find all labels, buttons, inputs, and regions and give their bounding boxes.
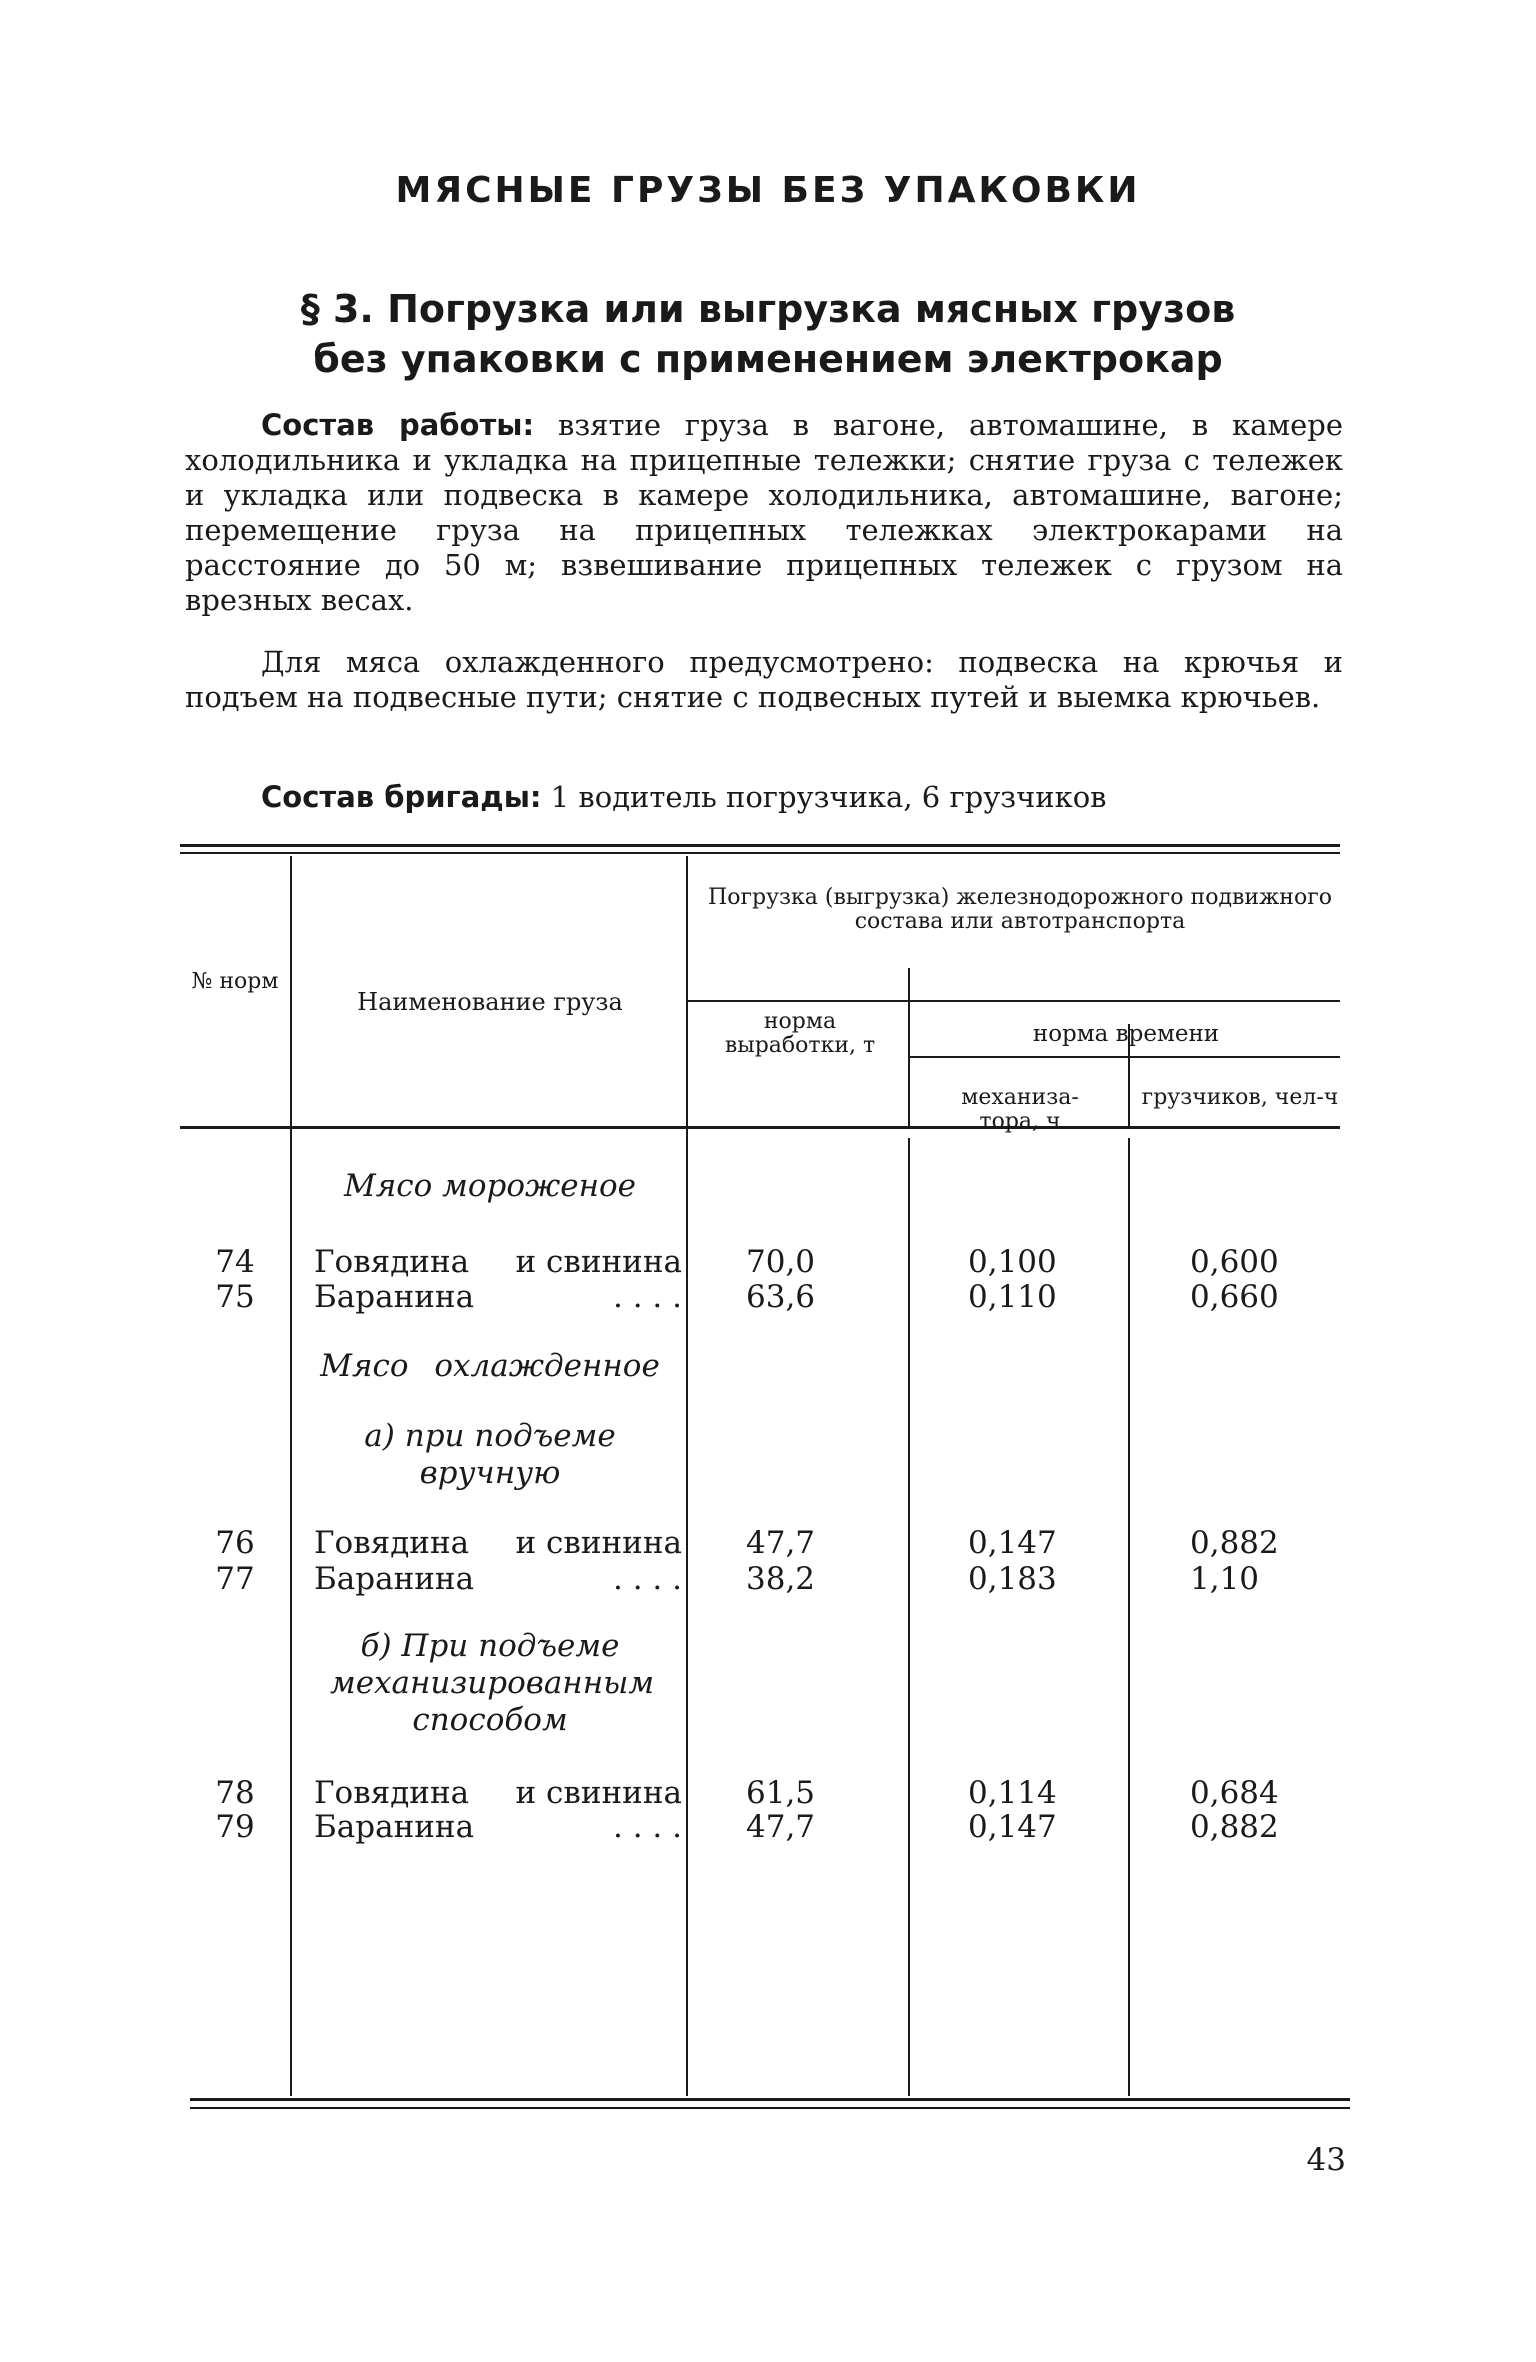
row-76-name [314,1524,682,1562]
row-74-mech: 0,100 [968,1244,1057,1280]
row-78-output: 61,5 [746,1775,816,1811]
work-composition-label: Состав работы: [261,408,535,442]
header-num: № норм [191,969,279,994]
header-output: норма выработки, т [724,1009,876,1058]
row-76-name-2: и свинина [515,1525,682,1561]
group-header-rule [688,1000,1340,1002]
row-74-name [314,1243,682,1281]
row-78-mech: 0,114 [968,1775,1057,1811]
row-78-name-1: Говядина [314,1775,470,1811]
group-mechanized-lift: б) При подъеме механизированным способом [330,1628,655,1738]
row-77-mech: 0,183 [968,1561,1057,1597]
row-76-mech: 0,147 [968,1525,1057,1561]
row-74-name-1: Говядина [314,1244,470,1280]
row-76-output: 47,7 [746,1525,816,1561]
col-divider-4b [1128,1138,1130,2096]
paragraph-title-line-1: § 3. Погрузка или выгрузка мясных грузов [300,287,1236,331]
row-76-name-1: Говядина [314,1525,470,1561]
row-75-mech: 0,110 [968,1279,1057,1315]
row-77-loaders: 1,10 [1190,1561,1260,1597]
row-74-output: 70,0 [746,1244,816,1280]
row-79-output: 47,7 [746,1809,816,1845]
row-79-num: 79 [215,1809,255,1845]
col-divider-1 [290,856,292,2096]
col-divider-2 [686,856,688,2096]
work-composition-text: взятие груза в вагоне, автомашине, в камере холодильника и укладка на прицепные тележки; снятие груза с тележек и укладка или подвеска в камере холодильника, автомашине, вагоне; перемещение груза на прицепных тележках электрокарами на расстояние до 50 м; взвешивание прицепных тележек с грузом на врезных весах. [185,408,1343,617]
header-loaders: грузчиков, чел-ч [1141,1085,1339,1110]
row-74-loaders: 0,600 [1190,1244,1279,1280]
brigade-text: 1 водитель погрузчика, 6 грузчиков [541,780,1107,814]
row-76-loaders: 0,882 [1190,1525,1279,1561]
table-bottom-rule-2 [190,2107,1350,2109]
row-79-name-2: . . . . [613,1809,682,1845]
row-75-num: 75 [215,1279,255,1315]
row-75-name-1: Баранина [314,1279,475,1315]
section-title: МЯСНЫЕ ГРУЗЫ БЕЗ УПАКОВКИ [395,170,1141,211]
row-74-num: 74 [215,1244,255,1280]
row-77-name-1: Баранина [314,1561,475,1597]
row-78-loaders: 0,684 [1190,1775,1279,1811]
brigade-composition [185,780,1343,815]
page-number: 43 [1306,2142,1346,2178]
row-77-name [314,1560,682,1598]
group-manual-lift: а) при подъеме вручную [364,1418,616,1491]
chilled-meat-note: Для мяса охлажденного предусмотрено: подвеска на крючья и подъем на подвесные пути; снятие с подвесных путей и выемка крючьев. [185,645,1343,714]
row-79-loaders: 0,882 [1190,1809,1279,1845]
col-divider-3b [908,1138,910,2096]
brigade-label: Состав бригады: [261,780,542,814]
row-77-num: 77 [215,1561,255,1597]
work-composition [185,408,1343,618]
paragraph-title [0,284,1536,384]
row-79-name-1: Баранина [314,1809,475,1845]
row-75-name-2: . . . . [613,1279,682,1315]
row-75-output: 63,6 [746,1279,816,1315]
row-78-name-2: и свинина [515,1775,682,1811]
paragraph-title-line-2: без упаковки с применением электрокар [313,337,1223,381]
header-mechanic: механиза-тора, ч [961,1085,1079,1134]
row-74-name-2: и свинина [515,1244,682,1280]
col-divider-3 [908,968,910,1128]
header-group: Погрузка (выгрузка) железнодорожного подвижного состава или автотранспорта [708,885,1332,934]
group-chilled-meat: Мясо охлажденное [320,1348,660,1384]
row-77-name-2: . . . . [613,1561,682,1597]
time-header-rule [908,1056,1340,1058]
group-frozen-meat: Мясо мороженое [343,1168,637,1204]
table-bottom-rule [190,2098,1350,2101]
header-name: Наименование груза [357,988,623,1016]
row-78-num: 78 [215,1775,255,1811]
row-79-name [314,1808,682,1846]
row-75-name [314,1278,682,1316]
table-top-rule-2 [180,852,1340,854]
row-76-num: 76 [215,1525,255,1561]
row-75-loaders: 0,660 [1190,1279,1279,1315]
header-time: норма времени [1032,1021,1220,1047]
row-77-output: 38,2 [746,1561,816,1597]
header-bottom-rule [180,1126,1340,1129]
row-78-name [314,1774,682,1812]
row-79-mech: 0,147 [968,1809,1057,1845]
table-top-rule [180,844,1340,847]
